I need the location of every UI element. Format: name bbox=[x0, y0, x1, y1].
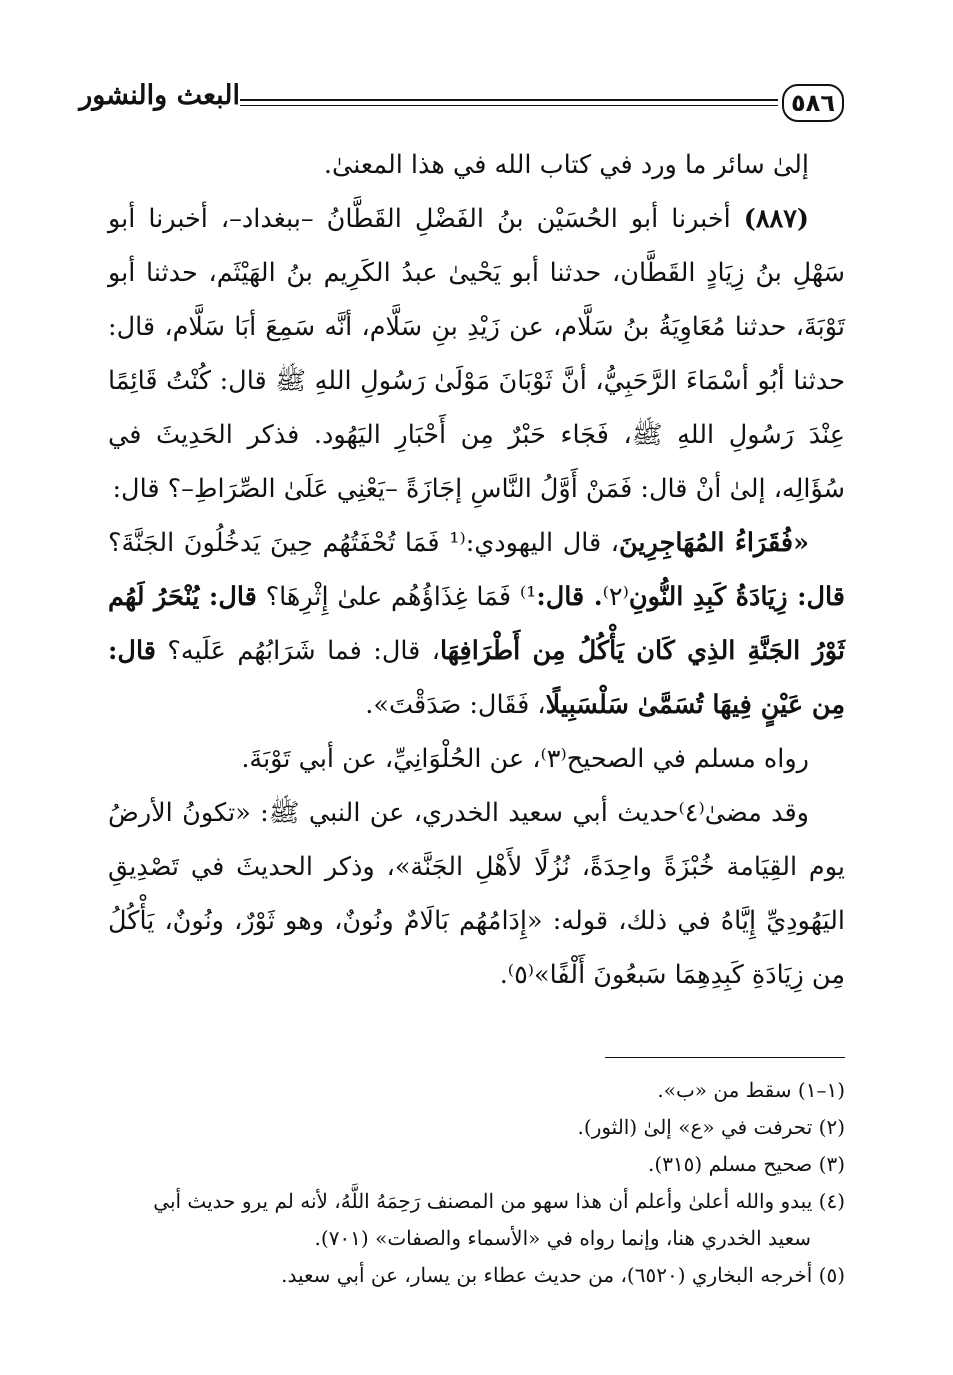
matn-bold-2: قال: زِيَادَةُ كَبِدِ النُّونِ bbox=[628, 582, 845, 612]
footnote-marker-1b: ¹⁾ bbox=[519, 582, 537, 612]
footnote-marker-4: ⁽٤⁾ bbox=[678, 798, 705, 828]
footnote-marker-3: ⁽٣⁾ bbox=[540, 744, 567, 774]
footnote-separator bbox=[605, 1057, 845, 1058]
footnote-marker-5: ⁽٥⁾ bbox=[507, 960, 535, 990]
abu-said-paragraph bbox=[108, 786, 845, 1002]
muslim-text: رواه مسلم في الصحيح bbox=[566, 744, 809, 774]
abu-said-end: . bbox=[499, 960, 508, 990]
footnote-item-continued: سعيد الخدري هنا، وإنما رواه في «الأسماء والصفات» (٧٠١). bbox=[314, 1226, 811, 1250]
matn-text-5: ، فَقَال: صَدَقْتَ». bbox=[365, 690, 546, 720]
footnote-marker-1a: ⁽¹ bbox=[449, 528, 466, 558]
abu-said-text-1: وقد مضىٰ bbox=[704, 798, 809, 828]
abu-said-text-2: حديث أبي سعيد الخدري، عن النبي ﷺ: «تكونُ الأرضُ يوم القِيَامة خُبْزَةً واحِدَةً، نُزُلًا لأَهْلِ الجَنَّة»، وذكر الحديثَ في تَصْدِيقِ اليَهُودِيِّ إِيَّاهُ في ذلك، قوله: «إِدَامُهُم بَالَامٌ ونُونٌ، وهو ثَوْرٌ، ونُونٌ، يَأْكُلُ مِن زِيَادَةِ كَبِدِهِمَا سَبعُونَ أَلْفًا» bbox=[108, 798, 845, 990]
matn-text-1: ، قال اليهودي: bbox=[465, 528, 620, 558]
footnote-item: (١–١) سقط من «ب». bbox=[657, 1078, 845, 1102]
page-header bbox=[79, 78, 844, 134]
matn-bold-3: . قال: bbox=[536, 582, 603, 612]
page-number: ٥٨٦ bbox=[782, 84, 844, 122]
matn-bold-1: «فُقَرَاءُ المُهَاجِرِينَ bbox=[619, 528, 810, 558]
matn-text-2: فَمَا تُحْفَتُهُم حِينَ يَدخُلُونَ الجَنَّةَ؟ bbox=[108, 528, 450, 558]
footnote-item: (٥) أخرجه البخاري (٦٥٢٠)، من حديث عطاء بن يسار، عن أبي سعيد. bbox=[281, 1263, 845, 1287]
main-text bbox=[108, 138, 845, 1002]
hadith-isnad: أخبرنا أبو الحُسَيْن بنُ الفَضْلِ القَطَّانُ –ببغداد–، أخبرنا أبو سَهْلِ بنُ زِيَادٍ القَطَّان، حدثنا أبو يَحْيىٰ عبدُ الكَرِيم بنُ الهَيْثَم، حدثنا أبو تَوْبَةَ، حدثنا مُعَاوِيَةُ بنُ سَلَّام، عن زَيْدِ بنِ سَلَّام، أنَّه سَمِعَ أبَا سَلَّام، قال: حدثنا أبُو أسْمَاءَ الرَّحَبِيُّ، أنَّ ثَوْبَانَ مَوْلَىٰ رَسُولِ اللهِ ﷺ قال: كُنْتُ قَائِمًا عِنْدَ رَسُولِ اللهِ ﷺ، فَجَاء حَبْرٌ مِن أَحْبَارِ اليَهُود. فذكر الحَدِيثَ في سُؤَالِه، إلىٰ أنْ قال: فَمَنْ أَوَّلُ النَّاسِ إجَازَةً –يَعْنِي عَلَىٰ الصِّرَاطِ–؟ قال: bbox=[108, 204, 845, 504]
footnote-marker-2: ⁽٢⁾ bbox=[602, 582, 629, 612]
header-rule-thin bbox=[240, 105, 778, 106]
footnotes bbox=[108, 1072, 845, 1294]
matn-text-4: ، قال: فما شَرَابُهُم عَلَيه؟ bbox=[155, 636, 440, 666]
footnote-item: (٣) صحيح مسلم (٣١٥). bbox=[648, 1152, 845, 1176]
muslim-text-2: ، عن الحُلْوَانِيِّ، عن أبي تَوْبَةَ. bbox=[241, 744, 541, 774]
matn-text-3: فَمَا غِذَاؤُهُم علىٰ إِثْرِهَا؟ bbox=[256, 582, 520, 612]
hadith-number: (٨٨٧) bbox=[743, 204, 809, 234]
header-rule bbox=[240, 99, 778, 101]
footnote-item: (٤) يبدو والله أعلىٰ وأعلم أن هذا سهو من المصنف رَحِمَهُ اللَّهُ، لأنه لم يرو حديث أبي bbox=[153, 1189, 845, 1213]
intro-line: إلىٰ سائر ما ورد في كتاب الله في هذا المعنىٰ. bbox=[323, 150, 809, 180]
matn-bold-5: قال: مِن عَيْنٍ فِيهَا تُسَمَّىٰ سَلْسَبِيلًا bbox=[108, 636, 845, 720]
footnote-item: (٢) تحرفت في «ع» إلىٰ (الثور). bbox=[577, 1115, 845, 1139]
muslim-reference-paragraph bbox=[108, 732, 845, 786]
running-title: البعث والنشور bbox=[79, 80, 240, 111]
hadith-paragraph bbox=[108, 192, 845, 516]
hadith-matn-paragraph bbox=[108, 516, 845, 732]
matn-bold-4: قال: يُنْحَرُ لَهُم ثَوْرُ الجَنَّةِ الذِي كَان يَأْكُلُ مِن أَطْرَافِهَا bbox=[108, 582, 845, 666]
